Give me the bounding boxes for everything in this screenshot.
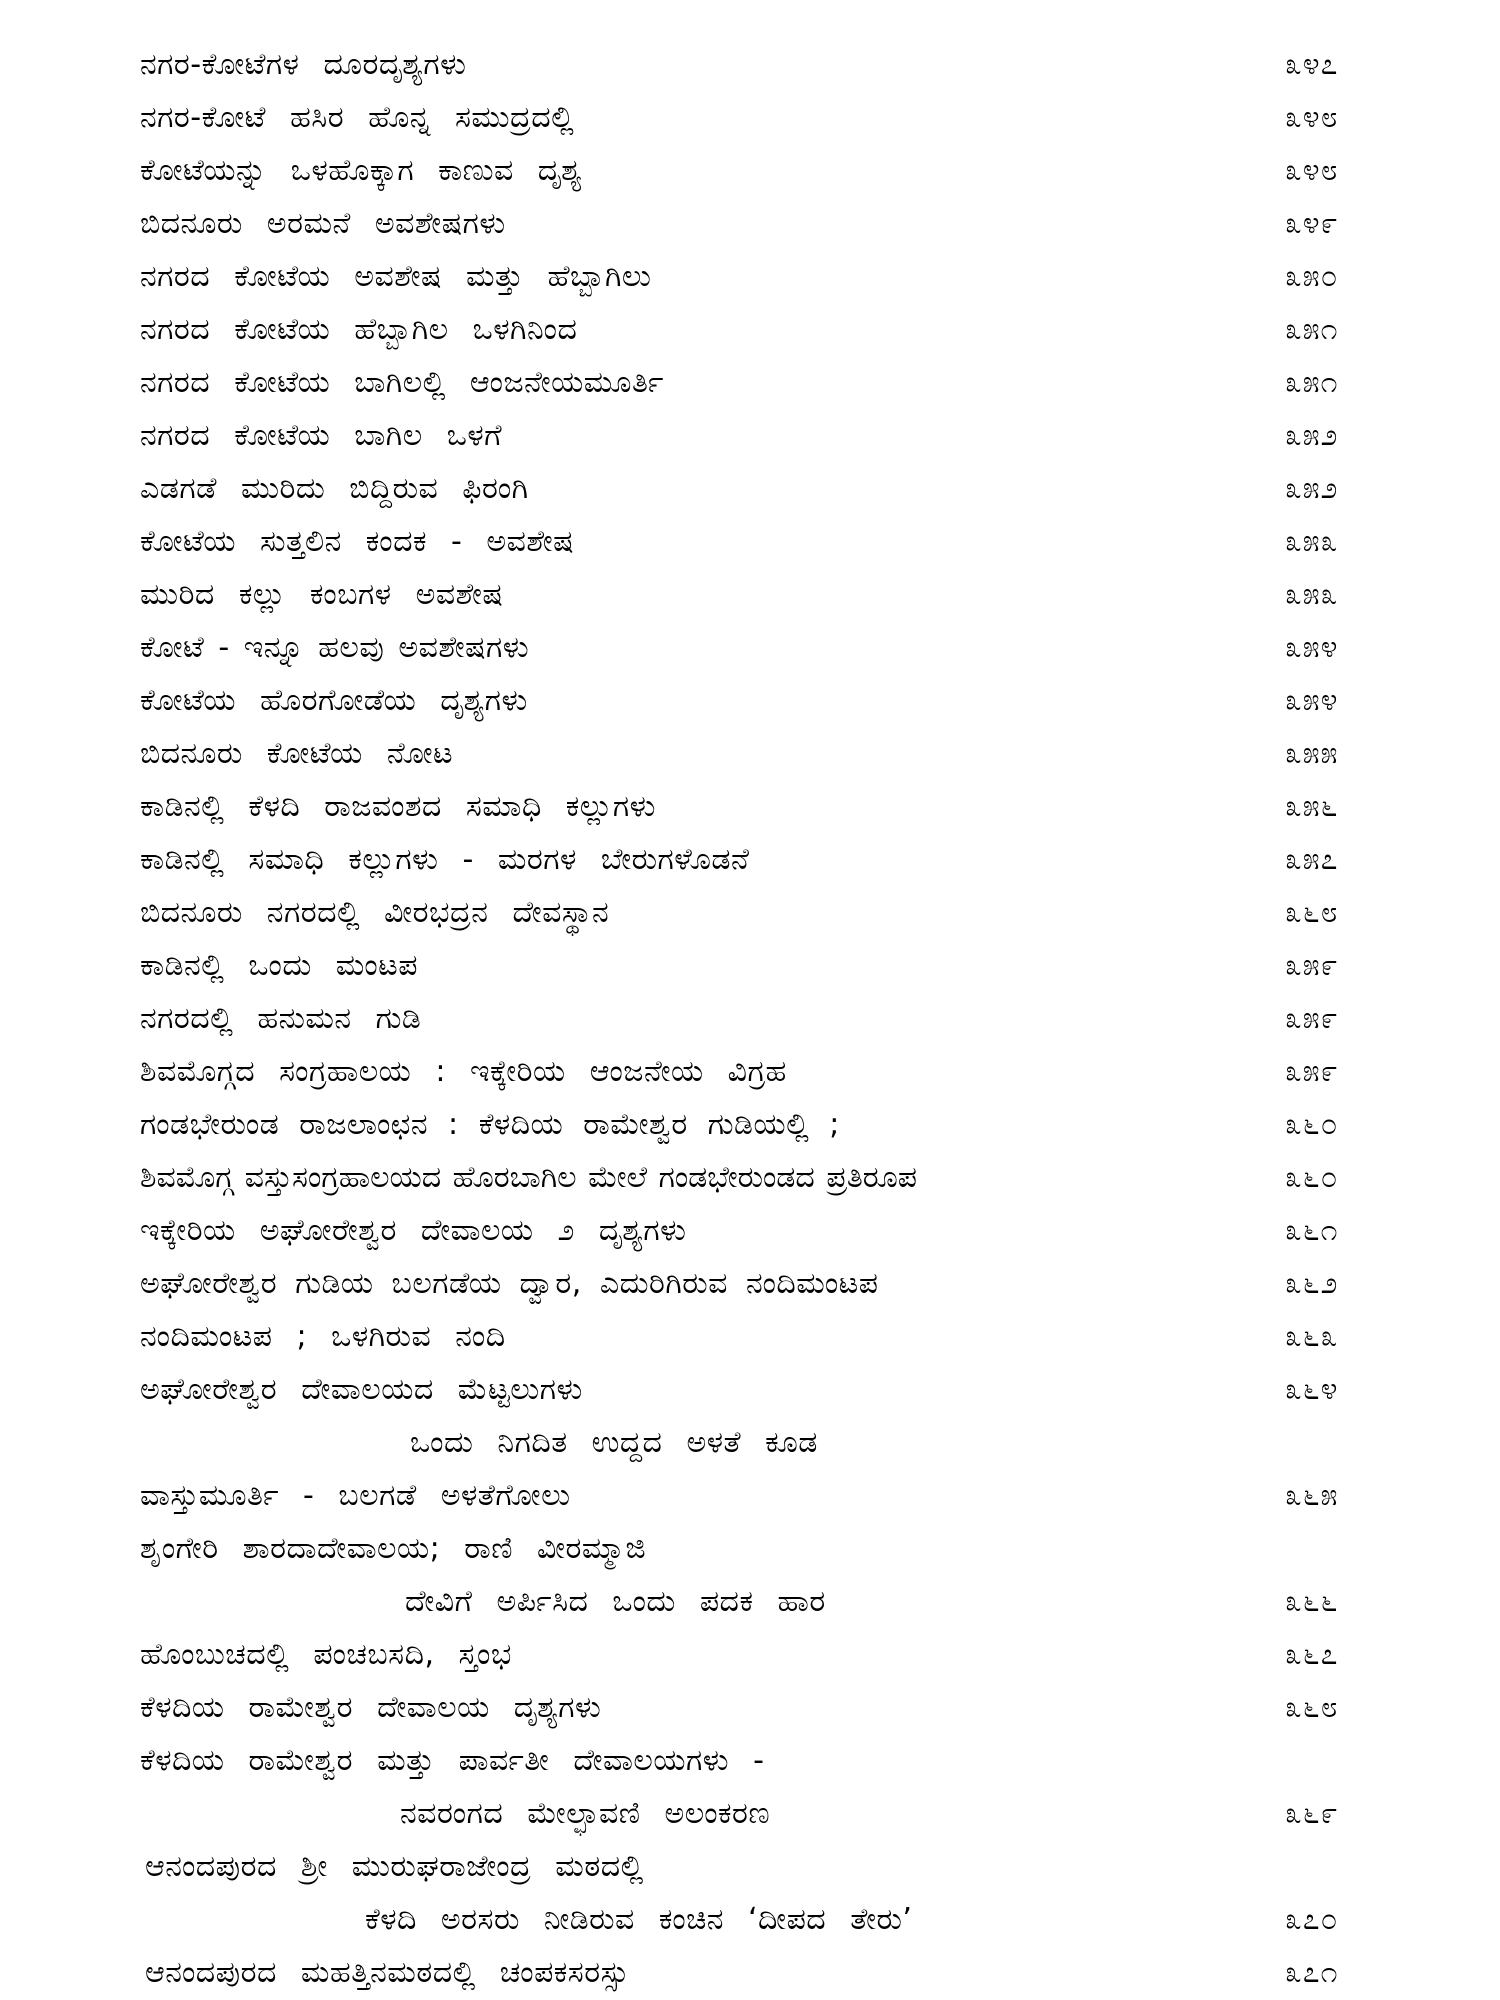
entry-page-number: ೩೬೮ <box>1285 895 1339 930</box>
list-item <box>0 303 1500 356</box>
entry-page-number: ೩೬೦ <box>1285 1160 1339 1195</box>
entry-title: ನಗರ-ಕೋಟೆಗಳ ದೂರದೃಶ್ಯಗಳು <box>140 47 467 82</box>
entry-page-number: ೩೫೨ <box>1285 471 1339 506</box>
entry-page-number: ೩೫೧ <box>1285 312 1339 347</box>
list-item <box>0 1575 1500 1628</box>
entry-page-number: ೩೫೪ <box>1285 630 1339 665</box>
entry-page-number: ೩೬೩ <box>1285 1319 1339 1354</box>
entry-title-continuation: ಒಂದು ನಿಗದಿತ ಉದ್ದದ ಅಳತೆ ಕೂಡ <box>410 1425 818 1460</box>
list-item <box>0 939 1500 992</box>
list-item <box>0 144 1500 197</box>
entry-title: ಶಿವಮೊಗ್ಗದ ಸಂಗ್ರಹಾಲಯ : ಇಕ್ಕೇರಿಯ ಆಂಜನೇಯ ವಿಗ್ರಹ <box>140 1054 787 1089</box>
list-item <box>0 727 1500 780</box>
entry-title: ಬಿದನೂರು ನಗರದಲ್ಲಿ ವೀರಭದ್ರನ ದೇವಸ್ಥಾನ <box>140 895 610 930</box>
entry-page-number: ೩೬೫ <box>1285 1478 1339 1513</box>
list-item <box>0 462 1500 515</box>
entry-title: ಕೆಳದಿಯ ರಾಮೇಶ್ವರ ದೇವಾಲಯ ದೃಶ್ಯಗಳು <box>140 1690 602 1725</box>
list-item <box>0 992 1500 1045</box>
entry-title: ಕೋಟೆಯನ್ನು ಒಳಹೊಕ್ಕಾಗ ಕಾಣುವ ದೃಶ್ಯ <box>140 153 583 188</box>
entry-title: ನಂದಿಮಂಟಪ ; ಒಳಗಿರುವ ನಂದಿ <box>140 1319 506 1354</box>
entry-title: ಬಿದನೂರು ಅರಮನೆ ಅವಶೇಷಗಳು <box>140 206 506 241</box>
entry-title: ಆನಂದಪುರದ ಶ್ರೀ ಮುರುಘರಾಜೇಂದ್ರ ಮಠದಲ್ಲಿ <box>145 1849 644 1884</box>
list-item <box>0 91 1500 144</box>
entry-title: ಕಾಡಿನಲ್ಲಿ ಒಂದು ಮಂಟಪ <box>140 948 418 983</box>
entry-page-number: ೩೫೬ <box>1285 789 1339 824</box>
entry-page-number: ೩೪೯ <box>1285 206 1339 241</box>
list-item <box>0 568 1500 621</box>
list-item <box>0 1893 1500 1946</box>
list-item <box>0 1628 1500 1681</box>
entry-page-number: ೩೬೯ <box>1285 1796 1339 1831</box>
entry-page-number: ೩೬೧ <box>1285 1213 1339 1248</box>
entry-title: ವಾಸ್ತುಮೂರ್ತಿ - ಬಲಗಡೆ ಅಳತೆಗೋಲು <box>140 1478 571 1513</box>
entry-title: ಕೋಟೆ - ಇನ್ನೂ ಹಲವು ಅವಶೇಷಗಳು <box>140 630 530 665</box>
list-item <box>0 38 1500 91</box>
entry-title: ನಗರದ ಕೋಟೆಯ ಅವಶೇಷ ಮತ್ತು ಹೆಬ್ಬಾಗಿಲು <box>140 259 652 294</box>
list-item <box>0 197 1500 250</box>
entry-title: ನಗರದ ಕೋಟೆಯ ಹೆಬ್ಬಾಗಿಲ ಒಳಗಿನಿಂದ <box>140 312 578 347</box>
entry-title: ನಗರ-ಕೋಟೆ ಹಸಿರ ಹೊನ್ನ ಸಮುದ್ರದಲ್ಲಿ <box>140 100 575 135</box>
list-item <box>0 674 1500 727</box>
list-item <box>0 1946 1500 1999</box>
list-item <box>0 1681 1500 1734</box>
entry-title: ಶೃಂಗೇರಿ ಶಾರದಾದೇವಾಲಯ; ರಾಣಿ ವೀರಮ್ಮಾಜಿ <box>140 1531 647 1566</box>
list-item <box>0 833 1500 886</box>
entry-title: ಕೋಟೆಯ ಸುತ್ತಲಿನ ಕಂದಕ - ಅವಶೇಷ <box>140 524 575 559</box>
entry-page-number: ೩೫೧ <box>1285 365 1339 400</box>
entry-title-continuation: ದೇವಿಗೆ ಅರ್ಪಿಸಿದ ಒಂದು ಪದಕ ಹಾರ <box>405 1584 826 1619</box>
entry-title: ಮುರಿದ ಕಲ್ಲು ಕಂಬಗಳ ಅವಶೇಷ <box>140 577 504 612</box>
entry-title: ಕಾಡಿನಲ್ಲಿ ಕೆಳದಿ ರಾಜವಂಶದ ಸಮಾಧಿ ಕಲ್ಲುಗಳು <box>140 789 656 824</box>
entry-page-number: ೩೫೯ <box>1285 1054 1339 1089</box>
entry-title-continuation: ಕೆಳದಿ ಅರಸರು ನೀಡಿರುವ ಕಂಚಿನ ‘ದೀಪದ ತೇರು’ <box>365 1902 913 1937</box>
entry-page-number: ೩೫೨ <box>1285 418 1339 453</box>
entry-page-number: ೩೫೩ <box>1285 577 1339 612</box>
entry-title: ಕೆಳದಿಯ ರಾಮೇಶ್ವರ ಮತ್ತು ಪಾರ್ವತೀ ದೇವಾಲಯಗಳು - <box>140 1743 765 1778</box>
list-item <box>0 621 1500 674</box>
entry-page-number: ೩೪೮ <box>1285 153 1339 188</box>
entry-title: ಅಘೋರೇಶ್ವರ ಗುಡಿಯ ಬಲಗಡೆಯ ದ್ವಾರ, ಎದುರಿಗಿರುವ ನಂದಿಮಂಟಪ <box>140 1266 879 1301</box>
entry-title: ಕಾಡಿನಲ್ಲಿ ಸಮಾಧಿ ಕಲ್ಲುಗಳು - ಮರಗಳ ಬೇರುಗಳೊಡನೆ <box>140 842 750 877</box>
entry-page-number: ೩೫೯ <box>1285 1001 1339 1036</box>
entry-page-number: ೩೫೭ <box>1285 842 1339 877</box>
list-item <box>0 515 1500 568</box>
list-item <box>0 1098 1500 1151</box>
list-item <box>0 356 1500 409</box>
list-item <box>0 1734 1500 1787</box>
entry-title-continuation: ನವರಂಗದ ಮೇಲ್ಛಾವಣಿ ಅಲಂಕರಣ <box>400 1796 771 1831</box>
entry-page-number: ೩೬೬ <box>1285 1584 1339 1619</box>
entry-title: ನಗರದ ಕೋಟೆಯ ಬಾಗಿಲಲ್ಲಿ ಆಂಜನೇಯಮೂರ್ತಿ <box>140 365 664 400</box>
entry-page-number: ೩೫೫ <box>1285 736 1339 771</box>
entry-page-number: ೩೭೦ <box>1285 1902 1339 1937</box>
entry-title: ಇಕ್ಕೇರಿಯ ಅಘೋರೇಶ್ವರ ದೇವಾಲಯ ೨ ದೃಶ್ಯಗಳು <box>140 1213 687 1248</box>
list-item <box>0 250 1500 303</box>
entry-page-number: ೩೭೧ <box>1285 1955 1339 1990</box>
list-item <box>0 409 1500 462</box>
entry-title: ಗಂಡಭೇರುಂಡ ರಾಜಲಾಂಛನ : ಕೆಳದಿಯ ರಾಮೇಶ್ವರ ಗುಡಿಯಲ್ಲಿ ; <box>140 1107 840 1142</box>
list-item <box>0 1522 1500 1575</box>
list-item <box>0 1045 1500 1098</box>
list-item <box>0 780 1500 833</box>
entry-page-number: ೩೬೪ <box>1285 1372 1339 1407</box>
entry-title: ಅಘೋರೇಶ್ವರ ದೇವಾಲಯದ ಮೆಟ್ಟಲುಗಳು <box>140 1372 583 1407</box>
entry-page-number: ೩೫೯ <box>1285 948 1339 983</box>
entry-page-number: ೩೬೨ <box>1285 1266 1339 1301</box>
entry-title: ಕೋಟೆಯ ಹೊರಗೋಡೆಯ ದೃಶ್ಯಗಳು <box>140 683 528 718</box>
list-item <box>0 1151 1500 1204</box>
entry-page-number: ೩೫೩ <box>1285 524 1339 559</box>
entry-page-number: ೩೫೪ <box>1285 683 1339 718</box>
entry-page-number: ೩೬೭ <box>1285 1637 1339 1672</box>
list-item <box>0 886 1500 939</box>
entry-page-number: ೩೪೭ <box>1285 47 1339 82</box>
list-item <box>0 1310 1500 1363</box>
list-item <box>0 1416 1500 1469</box>
entry-title: ಆನಂದಪುರದ ಮಹತ್ತಿನಮಠದಲ್ಲಿ ಚಂಪಕಸರಸ್ಸು <box>145 1955 630 1990</box>
entry-title: ನಗರದಲ್ಲಿ ಹನುಮನ ಗುಡಿ <box>140 1001 422 1036</box>
list-item <box>0 1469 1500 1522</box>
entry-page-number: ೩೫೦ <box>1285 259 1339 294</box>
entry-title: ನಗರದ ಕೋಟೆಯ ಬಾಗಿಲ ಒಳಗೆ <box>140 418 503 453</box>
entry-title: ಬಿದನೂರು ಕೋಟೆಯ ನೋಟ <box>140 736 454 771</box>
entry-title: ಎಡಗಡೆ ಮುರಿದು ಬಿದ್ದಿರುವ ಫಿರಂಗಿ <box>140 471 529 506</box>
entry-title: ಶಿವಮೊಗ್ಗ ವಸ್ತುಸಂಗ್ರಹಾಲಯದ ಹೊರಬಾಗಿಲ ಮೇಲೆ ಗಂಡಭೇರುಂಡದ ಪ್ರತಿರೂಪ <box>140 1160 918 1195</box>
entry-page-number: ೩೬೮ <box>1285 1690 1339 1725</box>
list-item <box>0 1840 1500 1893</box>
entry-title: ಹೊಂಬುಚದಲ್ಲಿ ಪಂಚಬಸದಿ, ಸ್ತಂಭ <box>140 1637 512 1672</box>
list-item <box>0 1363 1500 1416</box>
list-item <box>0 1257 1500 1310</box>
list-item <box>0 1787 1500 1840</box>
entry-page-number: ೩೬೦ <box>1285 1107 1339 1142</box>
list-item <box>0 1204 1500 1257</box>
entry-page-number: ೩೪೮ <box>1285 100 1339 135</box>
